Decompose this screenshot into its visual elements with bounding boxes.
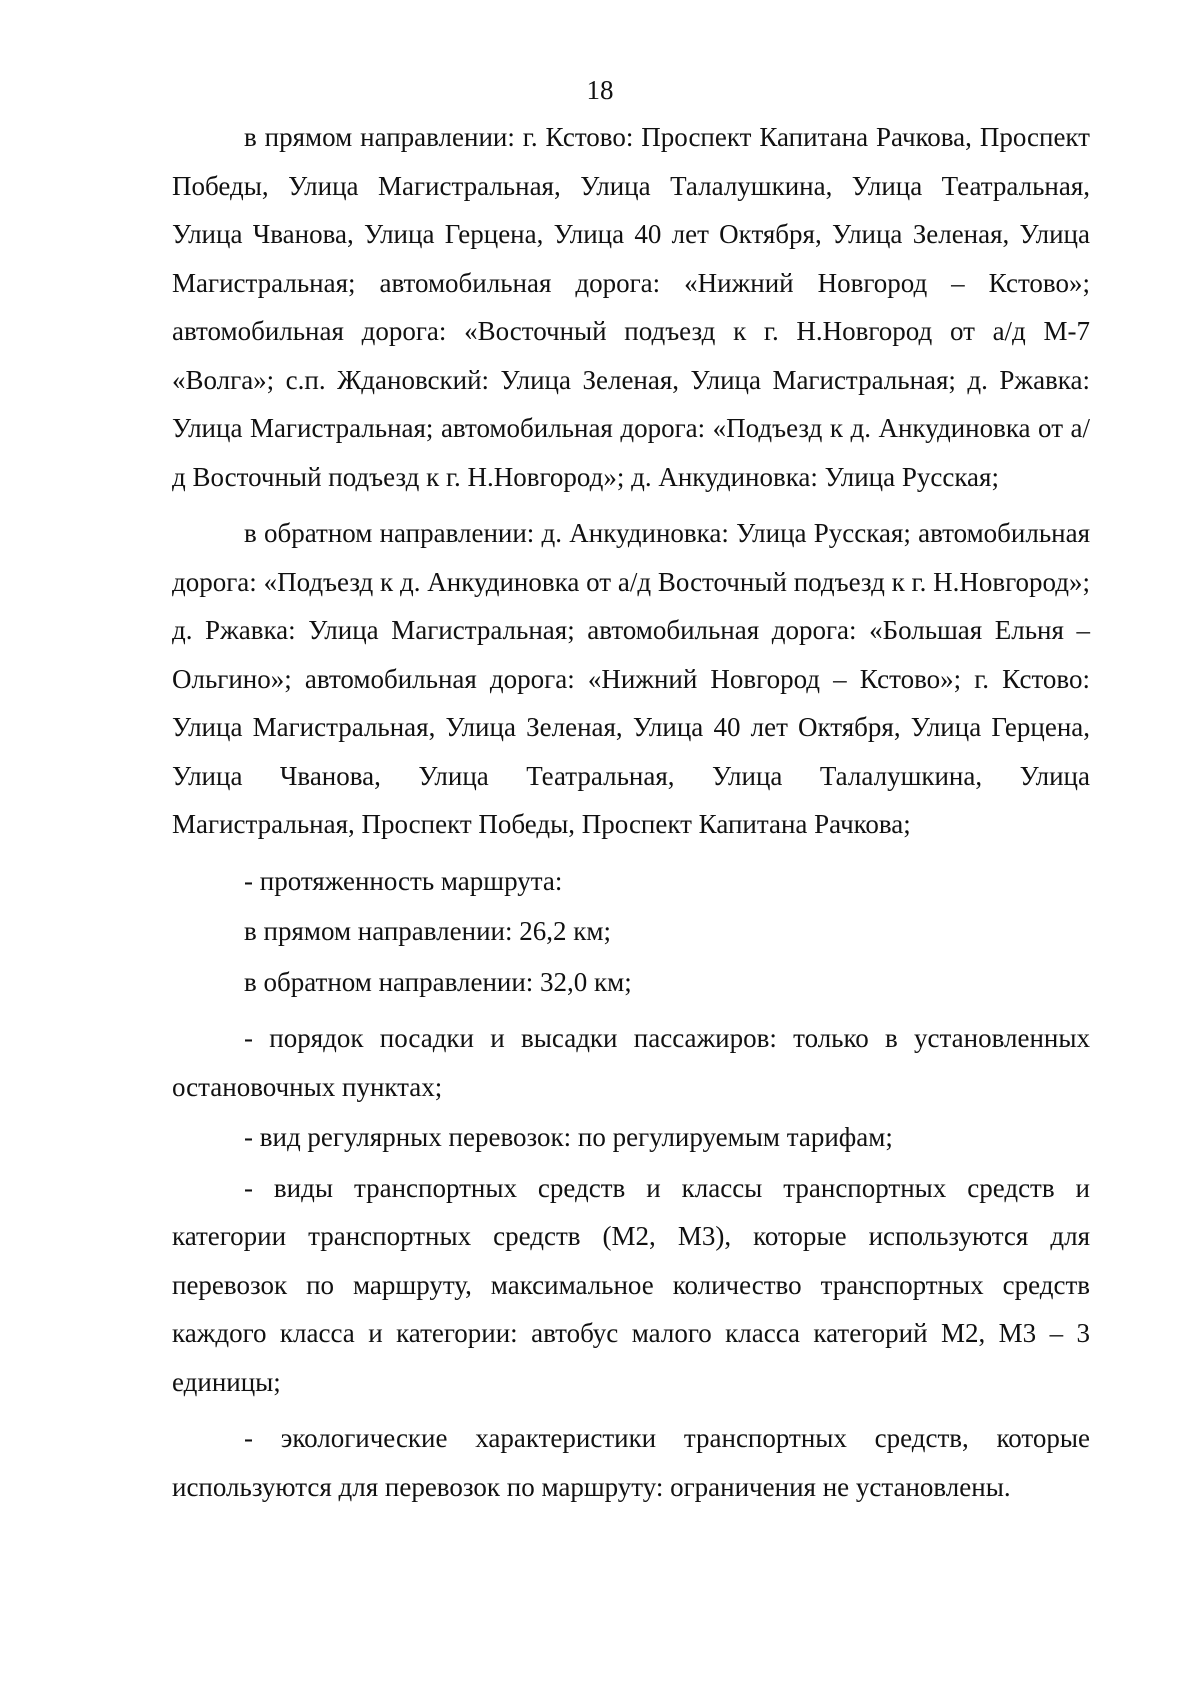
ecological-characteristics-paragraph: - экологические характеристики транспортных средств, которые используются для перевозок по маршруту: ограничения не установлены. [172,1423,1090,1502]
route-length-heading: - протяженность маршрута: [244,865,563,896]
page-number: 18 [586,75,614,105]
transport-type-paragraph: - вид регулярных перевозок: по регулируемым тарифам; [244,1122,893,1152]
route-length-reverse: в обратном направлении: 32,0 км; [244,966,632,997]
route-length-forward: в прямом направлении: 26,2 км; [244,916,611,946]
boarding-order-paragraph: - порядок посадки и высадки пассажиров: только в установленных остановочных пунктах; [172,1023,1090,1102]
document-body [172,113,1090,1511]
route-forward-paragraph: в прямом направлении: г. Кстово: Проспект Капитана Рачкова, Проспект Победы, Улица Магистральная, Улица Талалушкина, Улица Театральная, Улица Чванова, Улица Герцена, Улица 40 лет Октября, Улица Зеленая, Улица Магистральная; автомобильная дорога: «Нижний Новгород – Кстово»; автомобильная дорога: «Восточный подъезд к г. Н.Новгород от а/д М-7 «Волга»; с.п. Ждановский: Улица Зеленая, Улица Магистральная; д. Ржавка: Улица Магистральная; автомобильная дорога: «Подъезд к д. Анкудиновка от а/д Восточный подъезд к г. Н.Новгород»; д. Анкудиновка: Улица Русская; [172,122,1090,492]
route-reverse-paragraph: в обратном направлении: д. Анкудиновка: Улица Русская; автомобильная дорога: «Подъезд к д. Анкудиновка от а/д Восточный подъезд к г. Н.Новгород»; д. Ржавка: Улица Магистральная; автомобильная дорога: «Большая Ельня – Ольгино»; автомобильная дорога: «Нижний Новгород – Кстово»; г. Кстово: Улица Магистральная, Улица Зеленая, Улица 40 лет Октября, Улица Герцена, Улица Чванова, Улица Театральная, Улица Талалушкина, Улица Магистральная, Проспект Победы, Проспект Капитана Рачкова; [172,518,1090,839]
vehicle-classes-paragraph: - виды транспортных средств и классы транспортных средств и категории транспортных средств (М2, М3), которые используются для перевозок по маршруту, максимальное количество транспортных средств каждого класса и категории: автобус малого класса категорий М2, М3 – 3 единицы; [172,1172,1090,1397]
